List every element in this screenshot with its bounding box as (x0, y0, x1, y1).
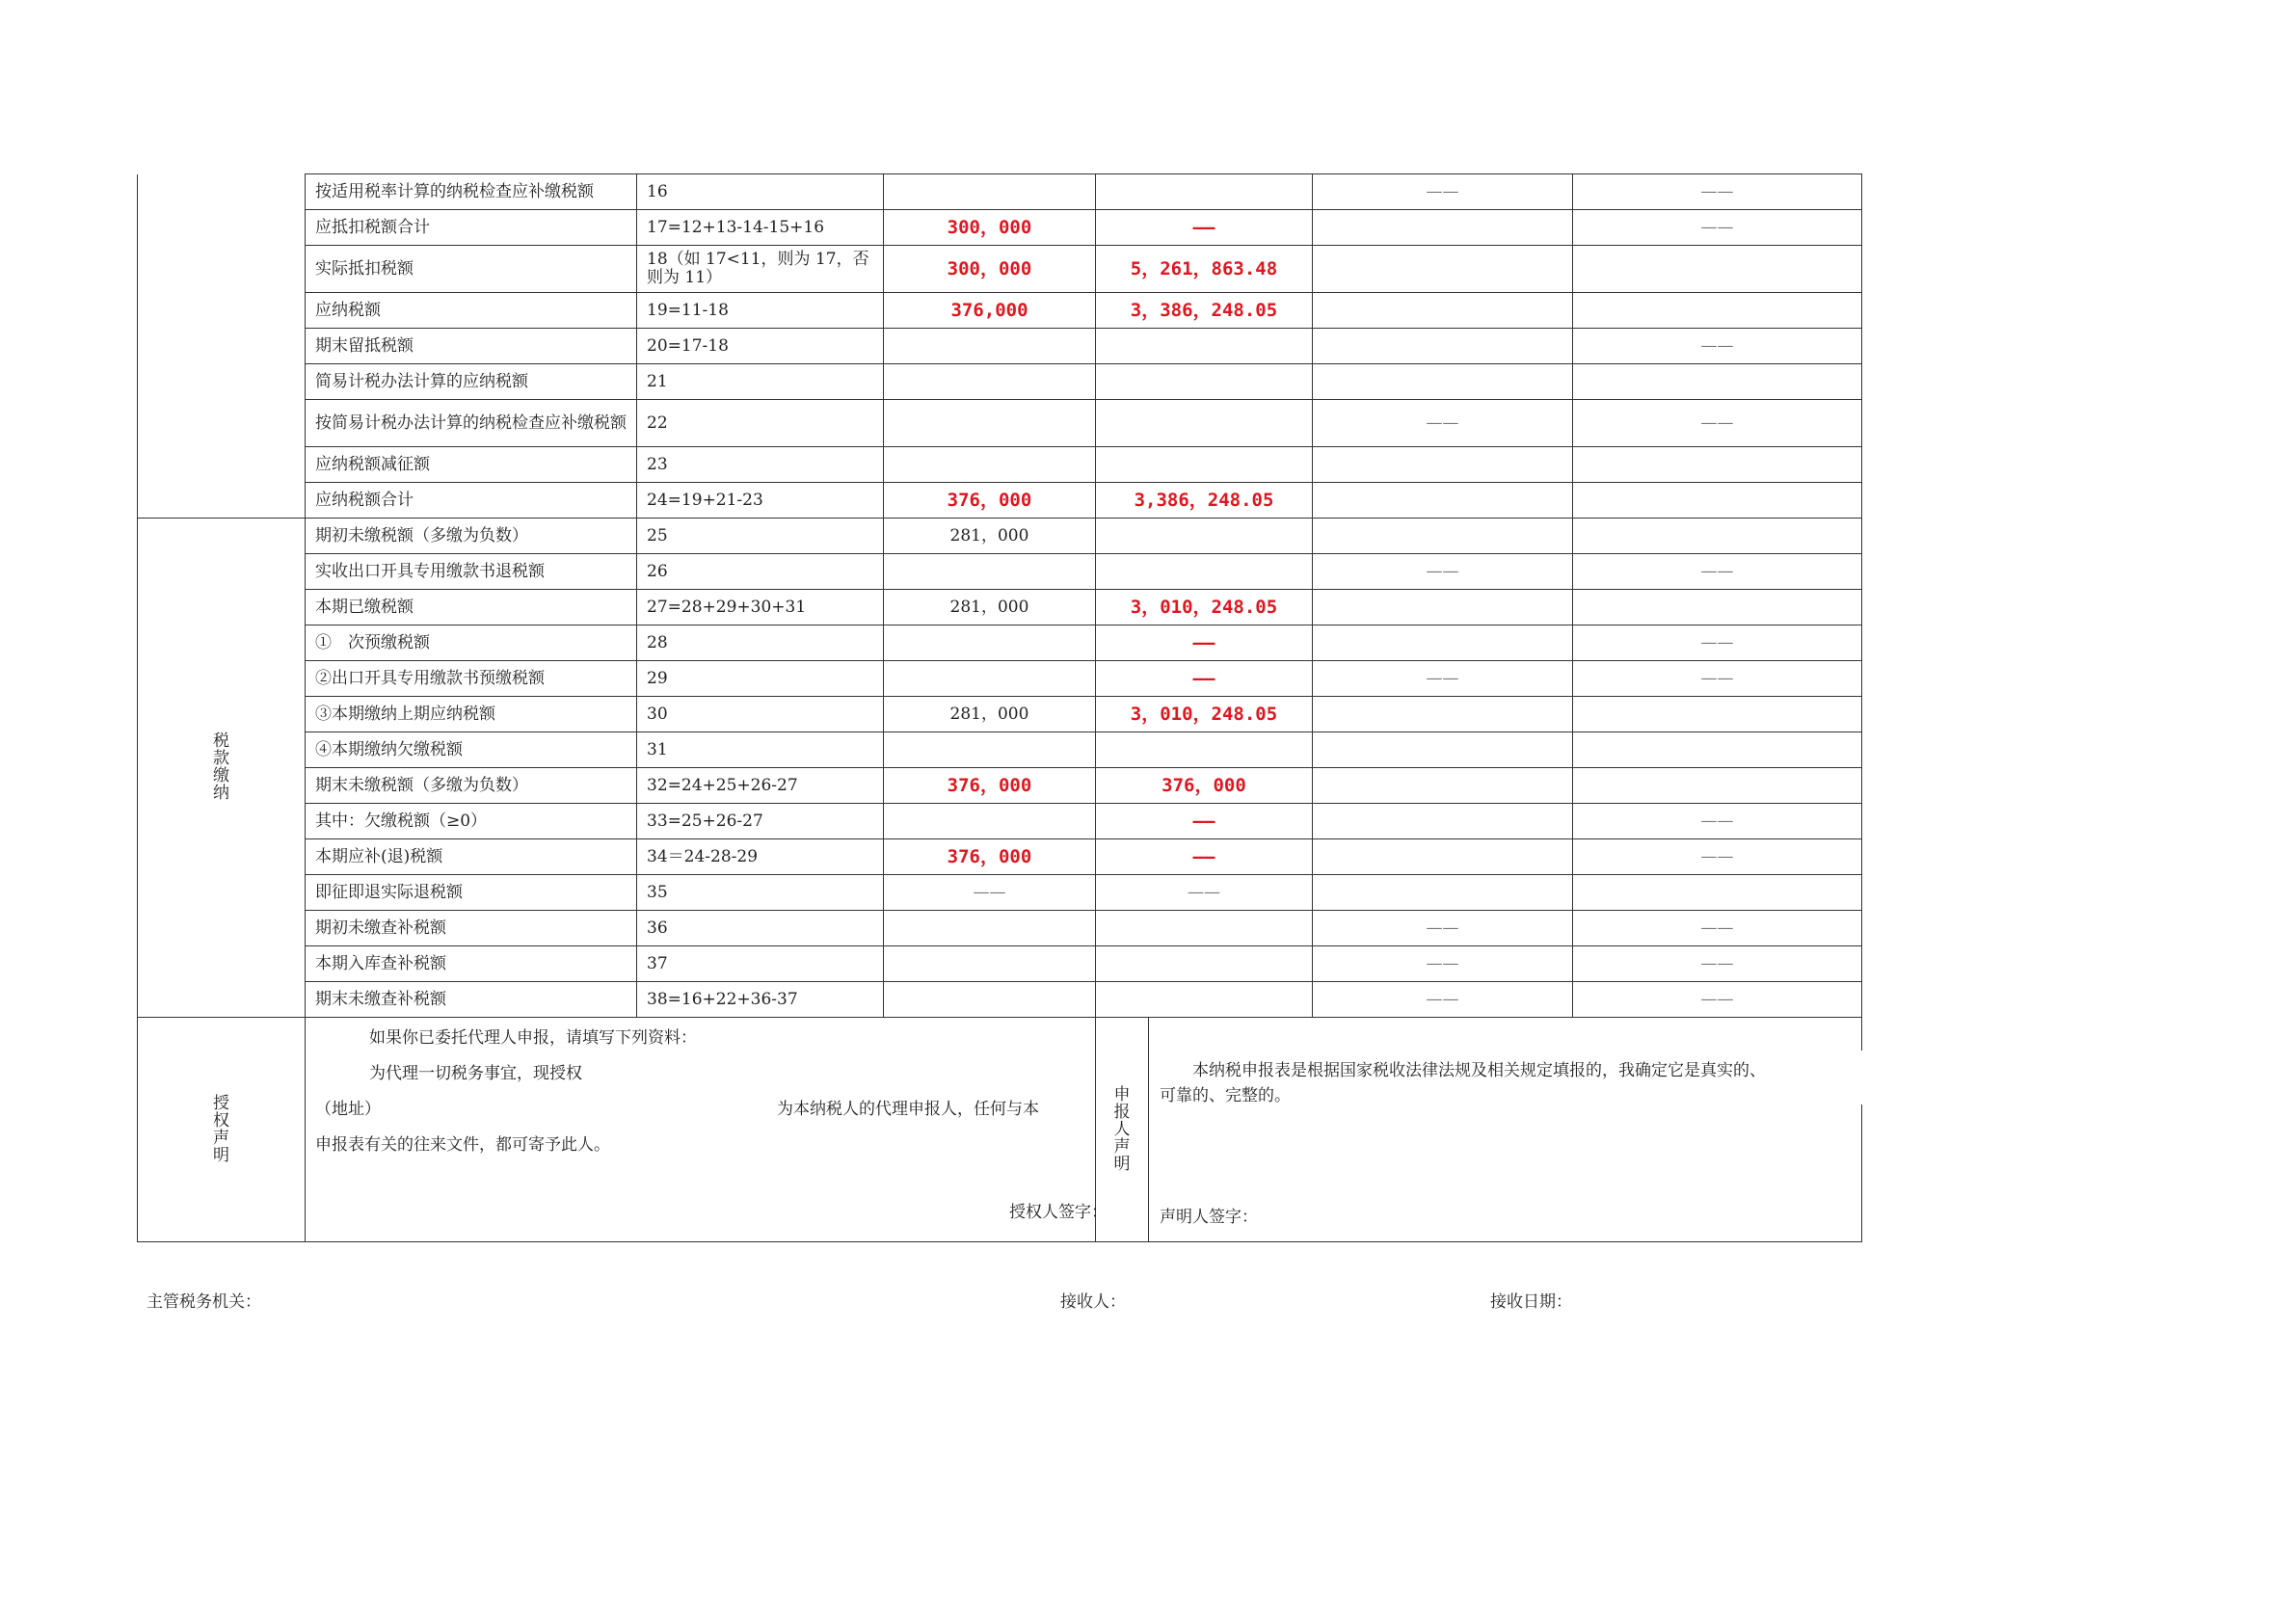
value-cell-3 (1313, 768, 1573, 804)
auth-line-3b: 为本纳税人的代理申报人，任何与本 (777, 1100, 1039, 1119)
value-cell-4 (1573, 246, 1862, 293)
value-cell-3 (1313, 364, 1573, 400)
item-name-cell: 应纳税额 (306, 293, 637, 329)
value-cell-2: —— (1096, 210, 1313, 246)
section-a-label-cell (138, 174, 306, 519)
authorization-label: 授权声明 (213, 1093, 229, 1165)
value-cell-4: —— (1573, 804, 1862, 839)
value-cell-1: 376,000 (884, 293, 1096, 329)
footer-date: 接收日期： (1490, 1292, 1572, 1312)
value-cell-4 (1573, 875, 1862, 911)
table-row (138, 982, 1862, 1018)
item-formula-cell: 24=19+21-23 (637, 483, 884, 519)
item-formula-cell: 18（如 17<11，则为 17，否则为 11） (637, 246, 884, 293)
declaration-text: 本纳税申报表是根据国家税收法律法规及相关规定填报的，我确定它是真实的、可靠的、完整的。 (1160, 1061, 1766, 1105)
item-formula-cell: 26 (637, 554, 884, 590)
value-cell-3 (1313, 329, 1573, 364)
item-formula-cell: 21 (637, 364, 884, 400)
item-name-cell: 本期应补(退)税额 (306, 839, 637, 875)
value-cell-1: 376，000 (884, 839, 1096, 875)
value-cell-1 (884, 554, 1096, 590)
value-cell-4 (1573, 364, 1862, 400)
value-cell-1 (884, 982, 1096, 1018)
value-cell-3: —— (1313, 174, 1573, 210)
value-cell-2: 3,386，248.05 (1096, 483, 1313, 519)
item-name-cell: 即征即退实际退税额 (306, 875, 637, 911)
item-name-cell: 期末留抵税额 (306, 329, 637, 364)
value-cell-4 (1573, 293, 1862, 329)
value-cell-3 (1313, 519, 1573, 554)
value-cell-1 (884, 400, 1096, 447)
table-row (138, 364, 1862, 400)
value-cell-4 (1573, 732, 1862, 768)
value-cell-4: —— (1573, 839, 1862, 875)
footer-authority: 主管税务机关： (147, 1292, 261, 1312)
value-cell-4: —— (1573, 174, 1862, 210)
item-name-cell: 应抵扣税额合计 (306, 210, 637, 246)
item-name-cell: ④本期缴纳欠缴税额 (306, 732, 637, 768)
declaration-signature-label: 声明人签字： (1160, 1208, 1258, 1227)
table-row (138, 174, 1862, 210)
auth-signature-label: 授权人签字： (1009, 1203, 1108, 1222)
value-cell-4 (1573, 447, 1862, 483)
table-row (138, 483, 1862, 519)
border-gap (1859, 1051, 1863, 1104)
item-name-cell: 本期入库查补税额 (306, 946, 637, 982)
value-cell-1: 300，000 (884, 246, 1096, 293)
section-label: 税款缴纳 (213, 732, 229, 803)
value-cell-2 (1096, 519, 1313, 554)
item-formula-cell: 20=17-18 (637, 329, 884, 364)
value-cell-4 (1573, 483, 1862, 519)
value-cell-1 (884, 447, 1096, 483)
declaration-label-cell (1096, 1018, 1149, 1241)
item-name-cell: 实际抵扣税额 (306, 246, 637, 293)
table-row (138, 246, 1862, 293)
value-cell-1: 281，000 (884, 590, 1096, 625)
item-formula-cell: 22 (637, 400, 884, 447)
item-name-cell: 本期已缴税额 (306, 590, 637, 625)
value-cell-3 (1313, 875, 1573, 911)
declaration-content (1096, 1018, 1862, 1242)
value-cell-1 (884, 804, 1096, 839)
value-cell-1: 300，000 (884, 210, 1096, 246)
value-cell-2: —— (1096, 839, 1313, 875)
item-formula-cell: 37 (637, 946, 884, 982)
value-cell-3: —— (1313, 661, 1573, 697)
value-cell-1 (884, 911, 1096, 946)
item-name-cell: ②出口开具专用缴款书预缴税额 (306, 661, 637, 697)
item-name-cell: 实收出口开具专用缴款书退税额 (306, 554, 637, 590)
value-cell-1: —— (884, 875, 1096, 911)
item-name-cell: 应纳税额合计 (306, 483, 637, 519)
value-cell-1: 376，000 (884, 768, 1096, 804)
table-row (138, 519, 1862, 554)
value-cell-2: 5，261，863.48 (1096, 246, 1313, 293)
value-cell-3: —— (1313, 982, 1573, 1018)
value-cell-3 (1313, 625, 1573, 661)
table-row (138, 329, 1862, 364)
item-name-cell: 按适用税率计算的纳税检查应补缴税额 (306, 174, 637, 210)
value-cell-2 (1096, 982, 1313, 1018)
value-cell-3 (1313, 697, 1573, 732)
value-cell-4: —— (1573, 946, 1862, 982)
item-name-cell: 期末未缴税额（多缴为负数） (306, 768, 637, 804)
value-cell-2 (1096, 946, 1313, 982)
value-cell-3 (1313, 839, 1573, 875)
value-cell-1 (884, 946, 1096, 982)
value-cell-2 (1096, 554, 1313, 590)
item-formula-cell: 30 (637, 697, 884, 732)
item-formula-cell: 29 (637, 661, 884, 697)
value-cell-4 (1573, 697, 1862, 732)
value-cell-2 (1096, 732, 1313, 768)
value-cell-4: —— (1573, 210, 1862, 246)
item-formula-cell: 17=12+13-14-15+16 (637, 210, 884, 246)
value-cell-1: 281，000 (884, 697, 1096, 732)
value-cell-2 (1096, 447, 1313, 483)
value-cell-2: —— (1096, 661, 1313, 697)
value-cell-1 (884, 625, 1096, 661)
auth-line-2: 为代理一切税务事宜，现授权 (369, 1064, 582, 1083)
item-formula-cell: 25 (637, 519, 884, 554)
value-cell-2: 376，000 (1096, 768, 1313, 804)
item-formula-cell: 27=28+29+30+31 (637, 590, 884, 625)
value-cell-2 (1096, 364, 1313, 400)
value-cell-3 (1313, 732, 1573, 768)
value-cell-4 (1573, 768, 1862, 804)
value-cell-1 (884, 732, 1096, 768)
value-cell-3: —— (1313, 400, 1573, 447)
value-cell-3 (1313, 246, 1573, 293)
table-row (138, 447, 1862, 483)
item-name-cell: 期初未缴查补税额 (306, 911, 637, 946)
value-cell-3 (1313, 210, 1573, 246)
value-cell-4 (1573, 590, 1862, 625)
item-formula-cell: 19=11-18 (637, 293, 884, 329)
value-cell-1 (884, 174, 1096, 210)
item-name-cell: 按简易计税办法计算的纳税检查应补缴税额 (306, 400, 637, 447)
item-formula-cell: 35 (637, 875, 884, 911)
value-cell-3: —— (1313, 554, 1573, 590)
auth-line-3a: （地址） (315, 1100, 381, 1119)
item-formula-cell: 38=16+22+36-37 (637, 982, 884, 1018)
authorization-label-cell (138, 1018, 306, 1242)
value-cell-3 (1313, 293, 1573, 329)
table-row (138, 946, 1862, 982)
item-formula-cell: 34＝24-28-29 (637, 839, 884, 875)
table-row (138, 400, 1862, 447)
table-row (138, 732, 1862, 768)
value-cell-4 (1573, 519, 1862, 554)
value-cell-3 (1313, 447, 1573, 483)
value-cell-4: —— (1573, 625, 1862, 661)
table-row (138, 554, 1862, 590)
value-cell-2: 3，386，248.05 (1096, 293, 1313, 329)
value-cell-2: 3，010，248.05 (1096, 697, 1313, 732)
item-formula-cell: 36 (637, 911, 884, 946)
value-cell-1 (884, 329, 1096, 364)
item-name-cell: 其中：欠缴税额（≥0） (306, 804, 637, 839)
table-row (138, 625, 1862, 661)
value-cell-3: —— (1313, 946, 1573, 982)
item-formula-cell: 33=25+26-27 (637, 804, 884, 839)
item-name-cell: 简易计税办法计算的应纳税额 (306, 364, 637, 400)
section-b-label-cell (138, 519, 306, 1018)
value-cell-2: —— (1096, 625, 1313, 661)
value-cell-2 (1096, 911, 1313, 946)
value-cell-4: —— (1573, 329, 1862, 364)
value-cell-4: —— (1573, 400, 1862, 447)
value-cell-4: —— (1573, 911, 1862, 946)
value-cell-1 (884, 661, 1096, 697)
value-cell-2 (1096, 400, 1313, 447)
value-cell-3 (1313, 590, 1573, 625)
item-name-cell: ③本期缴纳上期应纳税额 (306, 697, 637, 732)
authorization-content (306, 1018, 1108, 1242)
item-formula-cell: 16 (637, 174, 884, 210)
table-row (138, 875, 1862, 911)
table-row (138, 590, 1862, 625)
item-formula-cell: 28 (637, 625, 884, 661)
value-cell-1: 376，000 (884, 483, 1096, 519)
table-row (138, 911, 1862, 946)
item-formula-cell: 32=24+25+26-27 (637, 768, 884, 804)
item-formula-cell: 31 (637, 732, 884, 768)
item-name-cell: 期初未缴税额（多缴为负数） (306, 519, 637, 554)
table-row (138, 697, 1862, 732)
footer-receiver: 接收人： (1060, 1292, 1126, 1312)
table-row (138, 661, 1862, 697)
value-cell-1: 281，000 (884, 519, 1096, 554)
value-cell-3 (1313, 483, 1573, 519)
value-cell-2 (1096, 174, 1313, 210)
table-row (138, 768, 1862, 804)
item-formula-cell: 23 (637, 447, 884, 483)
value-cell-2: 3，010，248.05 (1096, 590, 1313, 625)
item-name-cell: 应纳税额减征额 (306, 447, 637, 483)
table-row (138, 839, 1862, 875)
item-name-cell: ① 次预缴税额 (306, 625, 637, 661)
auth-line-4: 申报表有关的往来文件，都可寄予此人。 (315, 1135, 610, 1155)
value-cell-4: —— (1573, 661, 1862, 697)
value-cell-4: —— (1573, 554, 1862, 590)
tax-return-table (137, 173, 1862, 1242)
value-cell-4: —— (1573, 982, 1862, 1018)
authorization-row (138, 1018, 1862, 1242)
value-cell-3: —— (1313, 911, 1573, 946)
declaration-label: 申报人声明 (1113, 1085, 1131, 1174)
value-cell-3 (1313, 804, 1573, 839)
value-cell-2: —— (1096, 875, 1313, 911)
value-cell-1 (884, 364, 1096, 400)
value-cell-2: —— (1096, 804, 1313, 839)
table-row (138, 210, 1862, 246)
table-row (138, 804, 1862, 839)
table-row (138, 293, 1862, 329)
auth-line-1: 如果你已委托代理人申报，请填写下列资料： (369, 1028, 697, 1048)
item-name-cell: 期末未缴查补税额 (306, 982, 637, 1018)
value-cell-2 (1096, 329, 1313, 364)
